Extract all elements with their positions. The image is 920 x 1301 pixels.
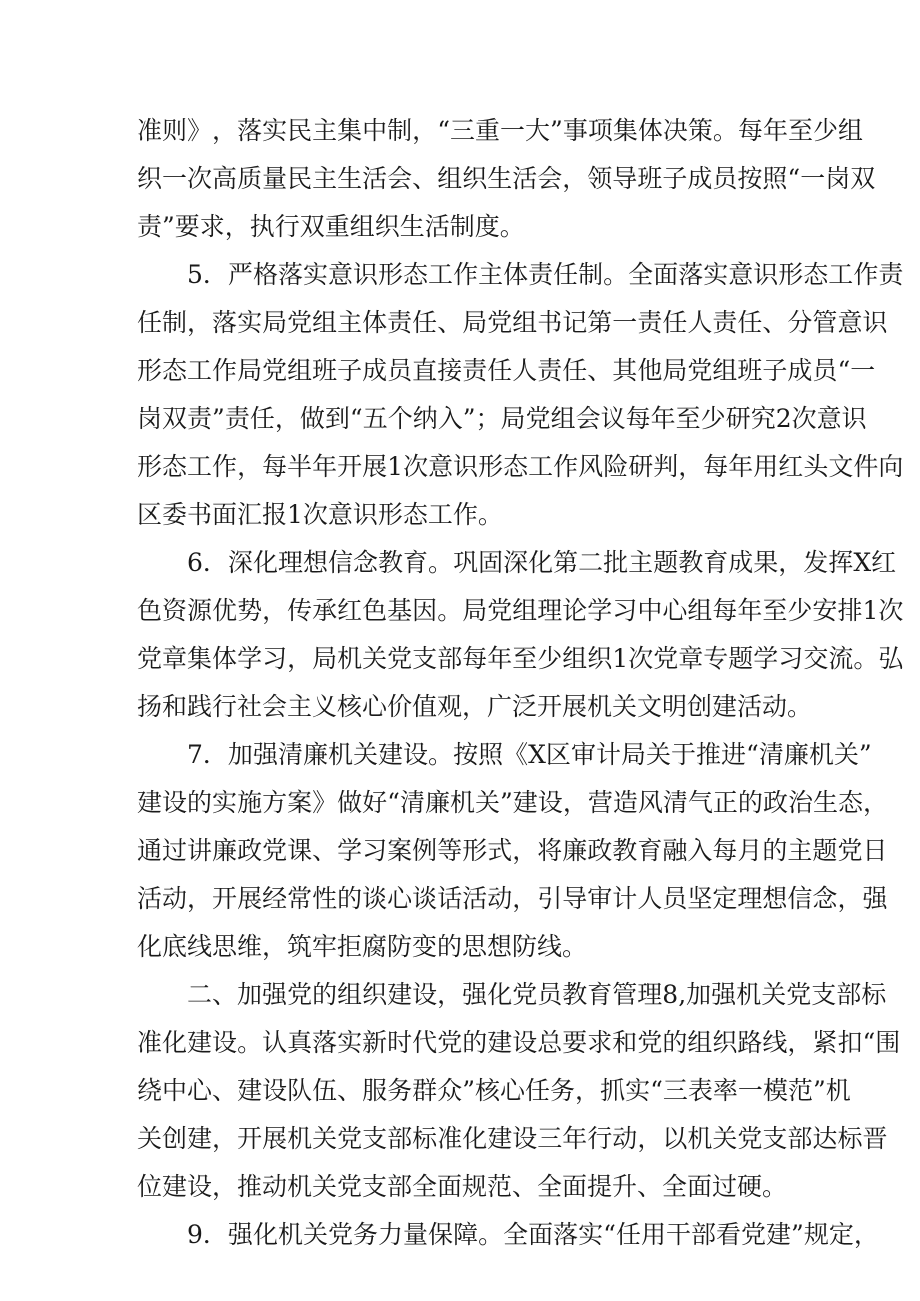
text-line: 关 创 建 ， 开 展 机 关 党 支 部 标 准 化 建 设 三 年 行 动 ， 以 机 关 党 支 部 达 标 晋 — [137, 1124, 888, 1153]
text-line: 扬和践行社会主义核心价值观，广泛开展机关文明创建活动。 — [137, 692, 813, 721]
text-line: 责”要求，执行双重组织生活制度。 — [137, 212, 525, 241]
paragraph-start-line: 5 ． 严 格 落 实 意 识 形 态 工 作 主 体 责 任 制 。 全 面 落 实 意 识 形 态 工 作 责 — [187, 260, 904, 289]
text-line: 色 资 源 优 势 ， 传 承 红 色 基 因 。 局 党 组 理 论 学 习 中 心 组 每 年 至 少 安 排 1 次 — [137, 596, 904, 625]
text-line: 岗 双 责 ” 责 任 ， 做 到 “ 五 个 纳 入 ” ； 局 党 组 会 议 每 年 至 少 研 究 2 次 意 识 — [137, 404, 867, 433]
text-line: 建 设 的 实 施 方 案 》 做 好 “ 清 廉 机 关 ” 建 设 ， 营 造 风 清 气 正 的 政 治 生 态 ， — [137, 788, 889, 817]
text-line: 通 过 讲 廉 政 党 课 、 学 习 案 例 等 形 式 ， 将 廉 政 教 育 融 入 每 月 的 主 题 党 日 — [137, 836, 888, 865]
text-line: 党 章 集 体 学 习 ， 局 机 关 党 支 部 每 年 至 少 组 织 1 次 党 章 专 题 学 习 交 流 。 弘 — [137, 644, 904, 673]
text-line: 准 化 建 设 。 认 真 落 实 新 时 代 党 的 建 设 总 要 求 和 党 的 组 织 路 线 ， 紧 扣 “ 围 — [137, 1028, 901, 1057]
paragraph-start-line: 9 ． 强 化 机 关 党 务 力 量 保 障 。 全 面 落 实 “ 任 用 干 部 看 党 建 ” 规 定 ， — [187, 1220, 879, 1249]
text-line: 织 一 次 高 质 量 民 主 生 活 会 、 组 织 生 活 会 ， 领 导 班 子 成 员 按 照 “ 一 岗 双 — [137, 164, 876, 193]
text-line: 区委书面汇报1次意识形态工作。 — [137, 500, 503, 529]
text-line: 化底线思维，筑牢拒腐防变的思想防线。 — [137, 932, 588, 961]
paragraph-start-line: 7 ． 加 强 清 廉 机 关 建 设 。 按 照 《 X 区 审 计 局 关 于 推 进 “ 清 廉 机 关 ” — [187, 740, 872, 769]
text-line: 绕 中 心 、 建 设 队 伍 、 服 务 群 众 ” 核 心 任 务 ， 抓 实 “ 三 表 率 一 模 范 ” 机 — [137, 1076, 851, 1105]
paragraph-start-line: 6 ． 深 化 理 想 信 念 教 育 。 巩 固 深 化 第 二 批 主 题 教 育 成 果 ， 发 挥 X 红 — [187, 548, 897, 577]
text-line: 活 动 ， 开 展 经 常 性 的 谈 心 谈 话 活 动 ， 引 导 审 计 人 员 坚 定 理 想 信 念 ， 强 — [137, 884, 888, 913]
section-heading-line: 二 、 加 强 党 的 组 织 建 设 ， 强 化 党 员 教 育 管 理 8 , 加 强 机 关 党 支 部 标 — [187, 980, 887, 1009]
text-line: 形 态 工 作 ， 每 半 年 开 展 1 次 意 识 形 态 工 作 风 险 研 判 ， 每 年 用 红 头 文 件 向 — [137, 452, 904, 481]
text-line: 位建设，推动机关党支部全面规范、全面提升、全面过硬。 — [137, 1172, 788, 1201]
text-line: 任 制 ， 落 实 局 党 组 主 体 责 任 、 局 党 组 书 记 第 一 责 任 人 责 任 、 分 管 意 识 — [137, 308, 888, 337]
text-line: 准 则 》 ， 落 实 民 主 集 中 制 ， “ 三 重 一 大 ” 事 项 集 体 决 策 。 每 年 至 少 组 — [137, 116, 863, 145]
text-line: 形 态 工 作 局 党 组 班 子 成 员 直 接 责 任 人 责 任 、 其 他 局 党 组 班 子 成 员 “ 一 — [137, 356, 876, 385]
